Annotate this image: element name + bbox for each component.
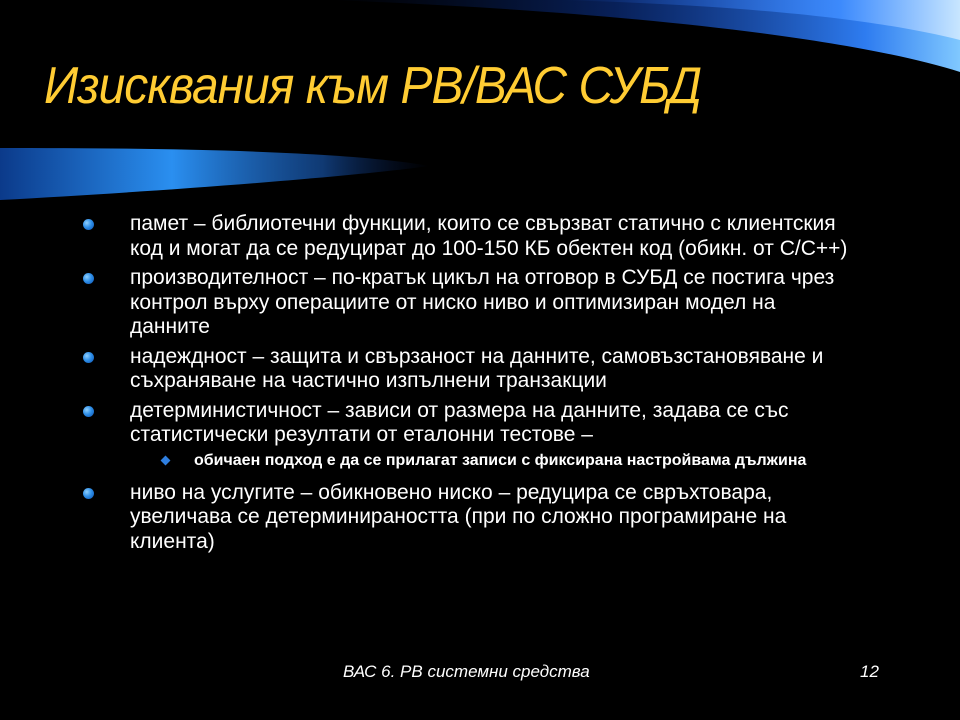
bullet-dot-icon bbox=[83, 352, 94, 363]
sub-list-item-text: обичаен подход е да се прилагат записи с фиксирана настройвама дължина bbox=[194, 451, 807, 469]
diamond-bullet-icon bbox=[161, 455, 171, 465]
list-item bbox=[0, 212, 850, 261]
list-item-text: детерминистичност – зависи от размера на данните, задава се със статистически резултати от еталонни тестове – bbox=[130, 398, 789, 446]
list-item bbox=[0, 345, 850, 394]
list-item-text: памет – библиотечни функции, които се свързват статично с клиентския код и могат да се редуцират до 100-150 КБ обектен код (обикн. от C/C++) bbox=[130, 212, 848, 260]
bullet-dot-icon bbox=[83, 406, 94, 417]
bullet-dot-icon bbox=[83, 219, 94, 230]
list-item bbox=[0, 266, 850, 340]
list-item bbox=[0, 399, 850, 448]
list-item-text: ниво на услугите – обикновено ниско – редуцира се свръхтовара, увеличава се детерминираността (при по сложно програмиране на клиента) bbox=[130, 480, 787, 553]
sub-list-item bbox=[0, 451, 884, 471]
list-item-text: надеждност – защита и свързаност на данните, самовъзстановяване и съхраняване на частично изпълнени транзакции bbox=[130, 344, 824, 392]
slide-title: Изисквания към РВ/ВАС СУБД bbox=[44, 57, 702, 115]
bullet-list bbox=[0, 212, 960, 559]
page-number: 12 bbox=[860, 662, 879, 681]
list-item-text: производителност – по-кратък цикъл на отговор в СУБД се постига чрез контрол върху операциите от ниско ниво и оптимизиран модел на данните bbox=[130, 266, 835, 338]
bullet-dot-icon bbox=[83, 273, 94, 284]
slide-footer: ВАС 6. РВ системни средства bbox=[343, 662, 590, 681]
list-item bbox=[0, 481, 850, 555]
bullet-dot-icon bbox=[83, 488, 94, 499]
